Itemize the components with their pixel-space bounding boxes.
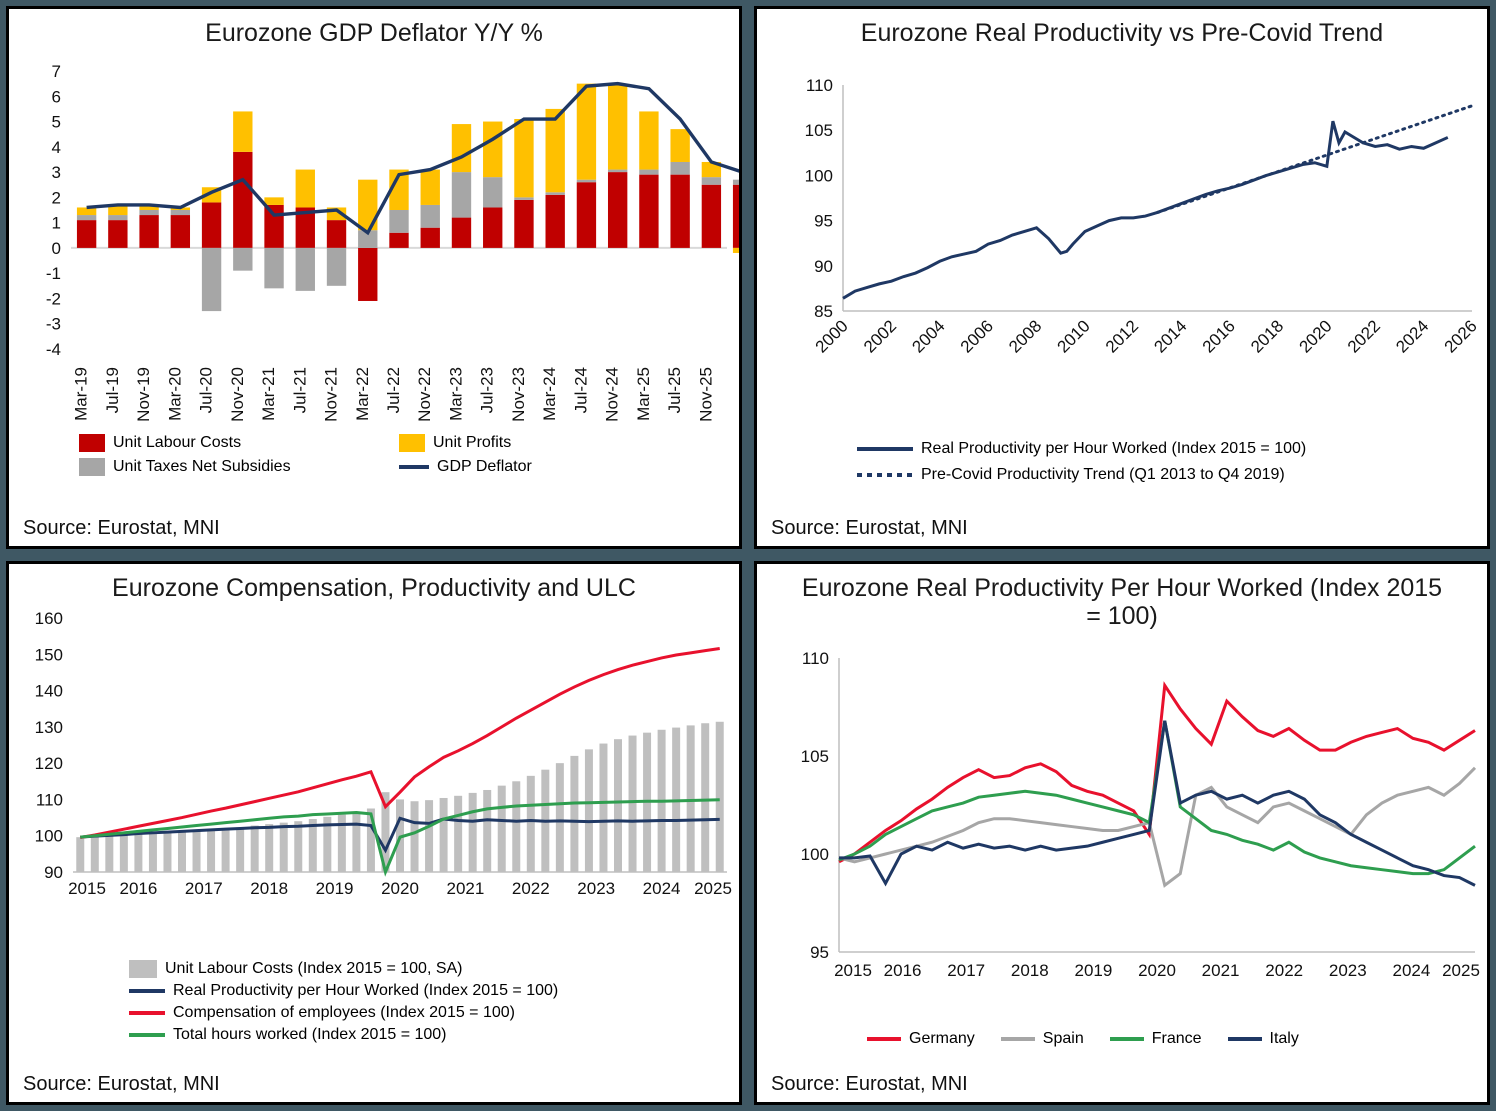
panel-productivity-trend (754, 6, 1490, 549)
axis-tick-label: Jul-19 (102, 367, 122, 414)
bar-segment (77, 215, 96, 220)
bar-segment (733, 185, 739, 248)
axis-tick-label: 2020 (381, 879, 419, 898)
axis-tick-label: 2024 (1392, 316, 1433, 357)
panel-1-source: Source: Eurostat, MNI (23, 517, 220, 539)
bar-segment (483, 207, 502, 247)
axis-tick-label: 90 (814, 256, 833, 276)
axis-tick-label: 110 (805, 76, 833, 95)
ulc-bar (556, 763, 564, 872)
ulc-bar (91, 836, 99, 872)
axis-tick-label: Nov-25 (696, 367, 716, 422)
axis-tick-label: 95 (810, 943, 829, 962)
legend-label-taxes: Unit Taxes Net Subsidies (113, 458, 291, 475)
bar-segment (514, 200, 533, 248)
axis-tick-label: 120 (34, 754, 63, 774)
bar-segment (264, 248, 283, 288)
panel-3-legend (129, 960, 742, 1044)
axis-tick-label: 2016 (1198, 316, 1239, 357)
bar-segment (639, 175, 658, 248)
bar-segment (452, 124, 471, 172)
bar-segment (577, 84, 596, 180)
axis-tick-label: -4 (45, 340, 61, 359)
bar-segment (108, 215, 127, 220)
bar-segment (77, 220, 96, 248)
axis-tick-label: 2000 (811, 316, 852, 357)
legend-swatch-prod-index (129, 989, 165, 993)
ulc-bar (120, 835, 128, 872)
axis-tick-label: 2018 (1247, 316, 1288, 357)
axis-tick-label: 2016 (883, 961, 922, 980)
axis-tick-label: 2026 (1440, 316, 1481, 357)
bar-segment (264, 205, 283, 248)
legend-item-taxes (79, 458, 399, 476)
axis-tick-label: 2024 (642, 879, 681, 898)
bar-segment (733, 248, 739, 253)
bar-segment (389, 233, 408, 248)
legend-swatch-france (1110, 1037, 1144, 1041)
legend-label-spain: Spain (1042, 1030, 1084, 1047)
panel-productivity-by-country (754, 561, 1490, 1105)
legend-swatch-precovid-trend (857, 473, 913, 477)
legend-item-profits (399, 434, 719, 452)
ulc-bar (469, 793, 477, 872)
bar-segment (327, 248, 346, 286)
bar-segment (421, 228, 440, 248)
axis-tick-label: Jul-23 (477, 367, 497, 414)
axis-tick-label: 2021 (446, 879, 485, 898)
bar-segment (171, 215, 190, 248)
ulc-bar (163, 831, 171, 872)
panel-1-legend (79, 434, 719, 476)
legend-label-ulc-index: Unit Labour Costs (Index 2015 = 100, SA) (165, 960, 463, 977)
axis-tick-label: 0 (51, 238, 61, 258)
legend-swatch-germany (867, 1037, 901, 1041)
ulc-bar (512, 781, 520, 872)
legend-item-italy (1228, 1030, 1299, 1048)
axis-tick-label: 140 (34, 681, 63, 701)
bar-segment (139, 210, 158, 215)
legend-swatch-hours (129, 1033, 165, 1037)
ulc-bar (76, 837, 84, 872)
axis-tick-label: 2025 (1442, 961, 1480, 980)
legend-label-france: France (1151, 1030, 1202, 1047)
ulc-bar (614, 739, 622, 872)
axis-tick-label: Nov-22 (415, 367, 435, 422)
ulc-bar (425, 800, 433, 872)
bar-segment (139, 215, 158, 248)
bar-segment (264, 197, 283, 205)
legend-item-hours (129, 1026, 742, 1044)
ulc-bar (178, 831, 186, 872)
ulc-bar (440, 798, 448, 872)
axis-tick-label: 2017 (184, 879, 223, 898)
axis-tick-label: Nov-20 (227, 367, 247, 422)
legend-label-prod-index: Real Productivity per Hour Worked (Index 2015 = 100) (173, 982, 559, 999)
bar-segment (608, 170, 627, 173)
bar-segment (514, 197, 533, 200)
bar-segment (108, 220, 127, 248)
bar-segment (202, 248, 221, 311)
ulc-bar (134, 834, 142, 872)
ulc-bar (599, 744, 607, 872)
axis-tick-label: 2025 (694, 879, 732, 898)
panel-comp-prod-ulc (6, 561, 742, 1105)
axis-tick-label: 2023 (577, 879, 616, 898)
axis-tick-label: 100 (800, 845, 829, 864)
legend-swatch-ulc (79, 434, 105, 452)
axis-tick-label: 5 (51, 112, 61, 132)
bar-segment (670, 162, 689, 175)
axis-tick-label: 110 (801, 649, 829, 668)
comp-prod-ulc-chart (9, 604, 739, 909)
productivity-line (843, 121, 1448, 298)
bar-segment (233, 152, 252, 248)
panel-4-plot (757, 632, 1487, 1012)
axis-tick-label: 2017 (947, 961, 986, 980)
bar-segment (358, 248, 377, 301)
axis-tick-label: 3 (51, 163, 61, 183)
axis-tick-label: 2020 (1138, 961, 1176, 980)
legend-label-precovid-trend: Pre-Covid Productivity Trend (Q1 2013 to Q4 2019) (921, 466, 1285, 483)
legend-item-ulc (79, 434, 399, 452)
legend-label-real-productivity: Real Productivity per Hour Worked (Index 2015 = 100) (921, 440, 1307, 457)
ulc-bar (483, 790, 491, 872)
axis-tick-label: 2015 (834, 961, 872, 980)
legend-item-deflator (399, 458, 719, 476)
ulc-bar (585, 749, 593, 872)
legend-swatch-compensation (129, 1011, 165, 1015)
axis-tick-label: Mar-23 (446, 367, 466, 421)
ulc-bar (352, 813, 360, 872)
panel-2-legend (857, 440, 1477, 484)
axis-tick-label: Nov-24 (602, 367, 622, 422)
axis-tick-label: 2010 (1053, 316, 1094, 357)
axis-tick-label: 2018 (1010, 961, 1049, 980)
axis-tick-label: 2015 (68, 879, 106, 898)
bar-segment (546, 109, 565, 192)
axis-tick-label: 2006 (956, 316, 997, 357)
legend-item-prod-index (129, 982, 742, 1000)
axis-tick-label: Nov-21 (321, 367, 341, 422)
panel-4-title: Eurozone Real Productivity Per Hour Worked (Index 2015 = 100) (801, 574, 1443, 630)
legend-swatch-profits (399, 434, 425, 452)
legend-item-ulc-index (129, 960, 742, 978)
legend-label-italy: Italy (1269, 1030, 1299, 1047)
panel-1-plot (9, 49, 739, 449)
ulc-bar (105, 836, 113, 872)
bar-segment (389, 210, 408, 233)
panel-3-title: Eurozone Compensation, Productivity and ULC (112, 574, 636, 602)
bar-segment (327, 220, 346, 248)
bar-segment (296, 248, 315, 291)
axis-tick-label: 2019 (1074, 961, 1113, 980)
axis-tick-label: 1 (51, 213, 61, 233)
axis-tick-label: 100 (34, 826, 63, 846)
ulc-bar (222, 828, 230, 872)
panel-2-plot (757, 49, 1487, 389)
bar-segment (546, 195, 565, 248)
axis-tick-label: Jul-22 (384, 367, 403, 414)
ulc-bar (701, 723, 709, 872)
gdp-deflator-chart (9, 49, 739, 449)
axis-tick-label: 2022 (511, 879, 550, 898)
bar-segment (670, 129, 689, 162)
axis-tick-label: Jul-25 (665, 367, 685, 414)
ulc-bar (527, 776, 535, 872)
legend-label-germany: Germany (909, 1030, 975, 1047)
axis-tick-label: 2022 (1343, 316, 1385, 357)
axis-tick-label: 2016 (119, 879, 158, 898)
axis-tick-label: Jul-20 (196, 367, 216, 414)
axis-tick-label: Jul-21 (290, 367, 310, 414)
legend-item-spain (1001, 1030, 1084, 1048)
legend-swatch-ulc-index (129, 960, 157, 978)
axis-tick-label: 2022 (1265, 961, 1304, 980)
axis-tick-label: 4 (51, 137, 61, 157)
bar-segment (483, 122, 502, 178)
legend-swatch-taxes (79, 458, 105, 476)
bar-segment (421, 205, 440, 228)
axis-tick-label: 105 (800, 747, 829, 766)
panel-2-source: Source: Eurostat, MNI (771, 517, 968, 539)
panel-1-title: Eurozone GDP Deflator Y/Y % (205, 19, 543, 47)
bar-segment (670, 175, 689, 248)
axis-tick-label: 150 (34, 645, 63, 665)
axis-tick-label: 2012 (1101, 316, 1143, 357)
axis-tick-label: Mar-19 (71, 367, 91, 421)
legend-swatch-spain (1001, 1037, 1035, 1041)
axis-tick-label: Jul-24 (571, 367, 591, 414)
axis-tick-label: 2020 (1295, 316, 1336, 357)
ulc-bar (236, 827, 244, 872)
axis-tick-label: Mar-22 (352, 367, 372, 421)
axis-tick-label: 2023 (1328, 961, 1367, 980)
ulc-bar (251, 826, 259, 872)
axis-tick-label: 2014 (1150, 316, 1191, 357)
ulc-bar (265, 824, 273, 872)
axis-tick-label: 2 (51, 188, 61, 208)
bar-segment (608, 172, 627, 248)
ulc-bar (411, 801, 419, 872)
ulc-bar (149, 832, 157, 872)
panel-2-title: Eurozone Real Productivity vs Pre-Covid Trend (860, 19, 1384, 47)
bar-segment (296, 170, 315, 208)
axis-tick-label: 2008 (1005, 316, 1046, 357)
ulc-bar (629, 736, 637, 872)
ulc-bar (716, 722, 724, 872)
bar-segment (452, 172, 471, 217)
axis-tick-label: Nov-23 (508, 367, 528, 422)
legend-item-real-productivity (857, 440, 1477, 458)
axis-tick-label: 2019 (315, 879, 354, 898)
productivity-trend-chart (757, 49, 1487, 389)
bar-segment (421, 170, 440, 205)
legend-item-precovid-trend (857, 466, 1477, 484)
bar-segment (639, 111, 658, 169)
axis-tick-label: 105 (804, 121, 833, 141)
bar-segment (233, 111, 252, 151)
ulc-bar (687, 725, 695, 872)
bar-segment (577, 180, 596, 183)
bar-segment (171, 210, 190, 215)
axis-tick-label: 2024 (1392, 961, 1431, 980)
axis-tick-label: 2004 (908, 316, 949, 357)
bar-segment (233, 248, 252, 271)
legend-label-compensation: Compensation of employees (Index 2015 = 100) (173, 1004, 515, 1021)
bar-segment (702, 185, 721, 248)
axis-tick-label: 2002 (860, 316, 901, 357)
legend-label-deflator: GDP Deflator (437, 458, 532, 475)
legend-swatch-real-productivity (857, 447, 913, 451)
axis-tick-label: Nov-19 (134, 367, 154, 422)
ulc-bar (570, 756, 578, 872)
bar-segment (608, 84, 627, 170)
bar-segment (514, 119, 533, 197)
bar-segment (702, 177, 721, 185)
legend-item-germany (867, 1030, 975, 1048)
axis-tick-label: Mar-20 (165, 367, 185, 421)
axis-tick-label: 95 (814, 211, 833, 231)
panel-3-source: Source: Eurostat, MNI (23, 1073, 220, 1095)
legend-item-compensation (129, 1004, 742, 1022)
axis-tick-label: 90 (44, 863, 63, 882)
productivity-country-chart (757, 632, 1487, 1012)
axis-tick-label: 100 (804, 166, 833, 186)
axis-tick-label: 6 (51, 87, 61, 107)
axis-tick-label: Mar-21 (259, 367, 279, 421)
bar-segment (546, 192, 565, 195)
legend-item-france (1110, 1030, 1202, 1048)
ulc-bar (207, 829, 215, 872)
axis-tick-label: 85 (814, 302, 833, 321)
axis-tick-label: 2018 (250, 879, 289, 898)
axis-tick-label: 2021 (1201, 961, 1240, 980)
axis-tick-label: 160 (34, 609, 63, 628)
legend-swatch-italy (1228, 1037, 1262, 1041)
bar-segment (733, 180, 739, 185)
axis-tick-label: -3 (45, 314, 61, 334)
precovid-trend-line (1158, 106, 1473, 213)
panel-4-legend (867, 1030, 1487, 1048)
legend-label-ulc: Unit Labour Costs (113, 434, 242, 451)
bar-segment (483, 177, 502, 207)
ulc-bar (280, 823, 288, 872)
ulc-bar (454, 796, 462, 872)
bar-segment (639, 170, 658, 175)
legend-label-hours: Total hours worked (Index 2015 = 100) (173, 1026, 447, 1043)
bar-segment (202, 202, 221, 247)
panel-4-source: Source: Eurostat, MNI (771, 1073, 968, 1095)
axis-tick-label: 130 (34, 717, 63, 737)
axis-tick-label: -2 (45, 289, 61, 309)
legend-swatch-deflator (399, 465, 429, 469)
ulc-bar (294, 821, 302, 872)
axis-tick-label: Mar-24 (540, 367, 560, 421)
ulc-bar (498, 786, 506, 872)
ulc-bar (193, 830, 201, 872)
axis-tick-label: Mar-25 (633, 367, 653, 421)
panel-gdp-deflator (6, 6, 742, 549)
bar-segment (452, 218, 471, 248)
bar-segment (577, 182, 596, 248)
panel-3-plot (9, 604, 739, 909)
axis-tick-label: 110 (35, 790, 63, 810)
axis-tick-label: -1 (45, 264, 61, 284)
legend-label-profits: Unit Profits (433, 434, 512, 451)
axis-tick-label: 7 (51, 62, 61, 81)
